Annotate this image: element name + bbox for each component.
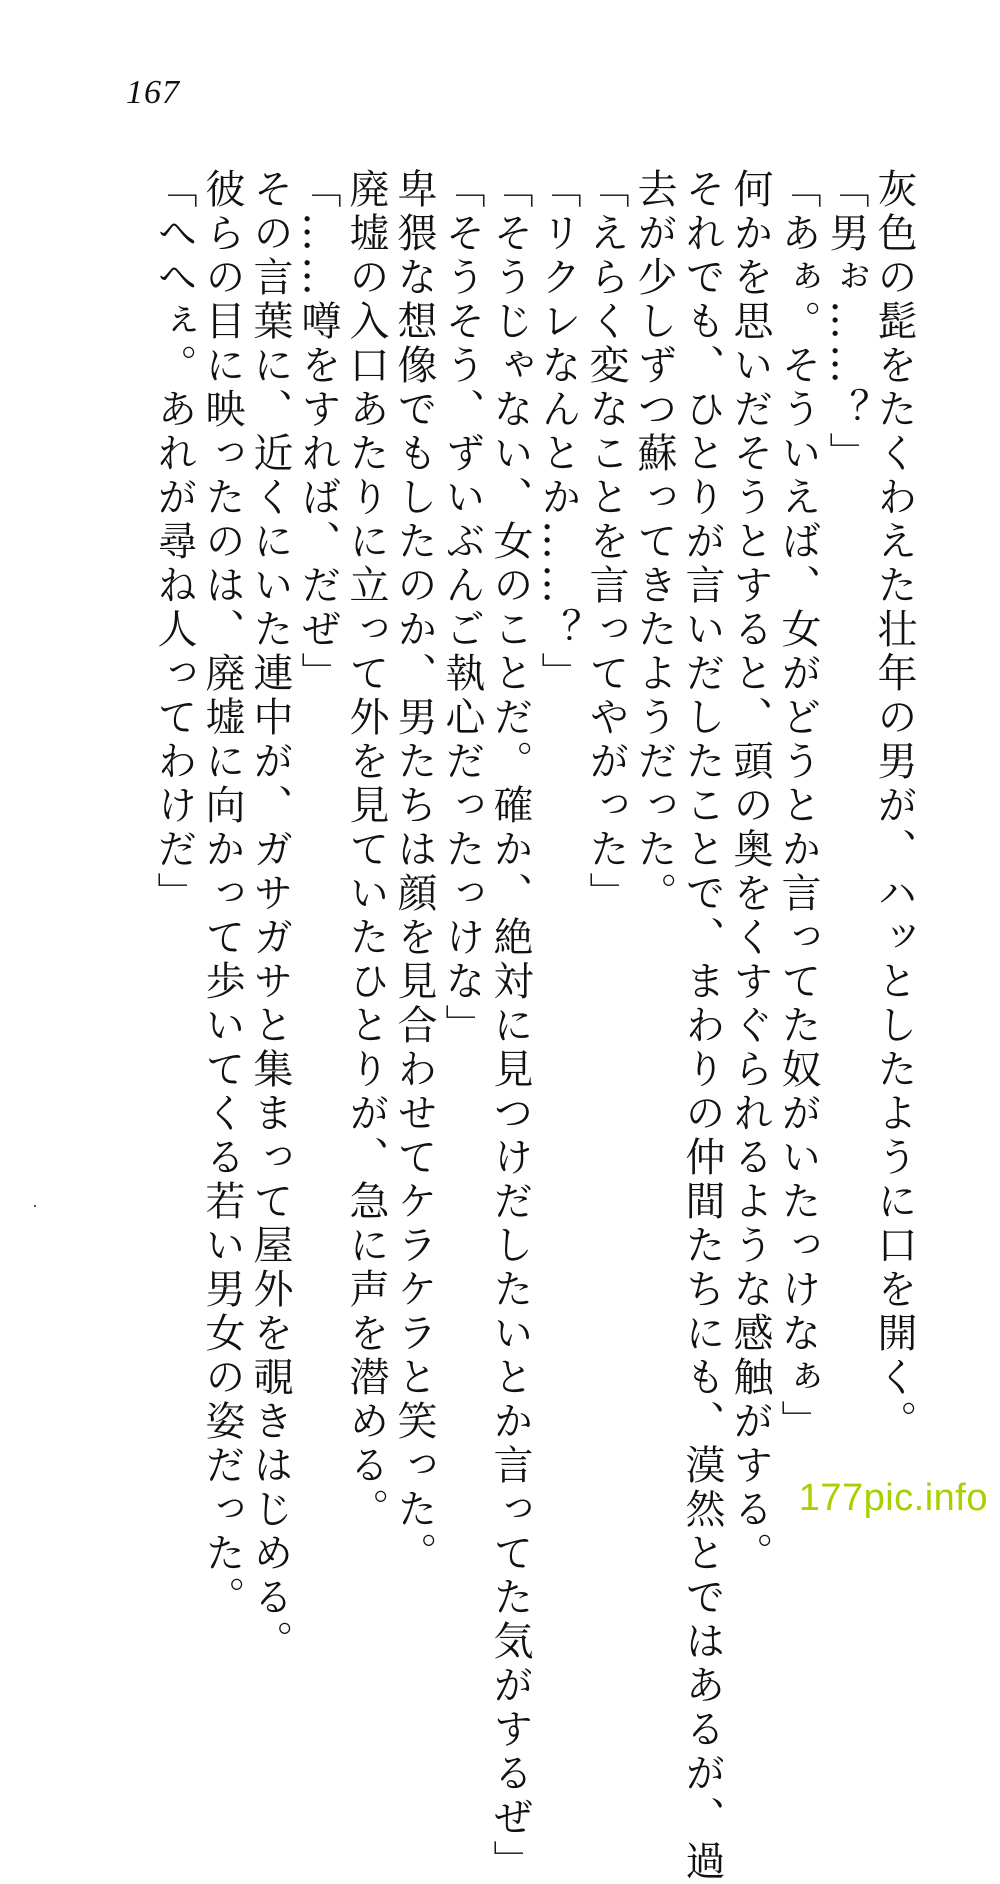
text-line: 「そうじゃない、女のことだ。確か、絶対に見つけだしたいとか言ってた気がするぜ」 xyxy=(487,168,533,1884)
watermark: 177pic.info xyxy=(798,1477,988,1519)
text-line: 「男ぉ……？」 xyxy=(823,168,869,476)
text-line: 「そうそう、ずいぶんご執心だったっけな」 xyxy=(439,168,485,1048)
text-line: それでも、ひとりが言いだしたことで、まわりの仲間たちにも、漠然とではあるが、過 xyxy=(679,168,725,1884)
text-line: 「えらく変なことを言ってやがった」 xyxy=(583,168,629,916)
page-number: 167 xyxy=(126,74,180,111)
text-line: 「へへぇ。あれが尋ね人ってわけだ」 xyxy=(151,168,197,916)
text-line: その言葉に、近くにいた連中が、ガサガサと集まって屋外を覗きはじめる。 xyxy=(247,168,293,1664)
text-line: 何かを思いだそうとすると、頭の奥をくすぐられるような感触がする。 xyxy=(727,168,773,1576)
text-line: 「……噂をすれば、だぜ」 xyxy=(295,168,341,696)
text-line: 「リクレなんとか……？」 xyxy=(535,168,581,696)
scan-speck xyxy=(34,1205,36,1207)
text-line: 卑猥な想像でもしたのか、男たちは顔を見合わせてケラケラと笑った。 xyxy=(391,168,437,1576)
text-line: 灰色の髭をたくわえた壮年の男が、ハッとしたように口を開く。 xyxy=(871,168,917,1444)
text-line: 「あぁ。そういえば、女がどうとか言ってた奴がいたっけなぁ」 xyxy=(775,168,821,1444)
text-line: 去が少しずつ蘇ってきたようだった。 xyxy=(631,168,677,916)
text-line: 彼らの目に映ったのは、廃墟に向かって歩いてくる若い男女の姿だった。 xyxy=(199,168,245,1620)
text-line: 廃墟の入口あたりに立って外を見ていたひとりが、急に声を潜める。 xyxy=(343,168,389,1532)
